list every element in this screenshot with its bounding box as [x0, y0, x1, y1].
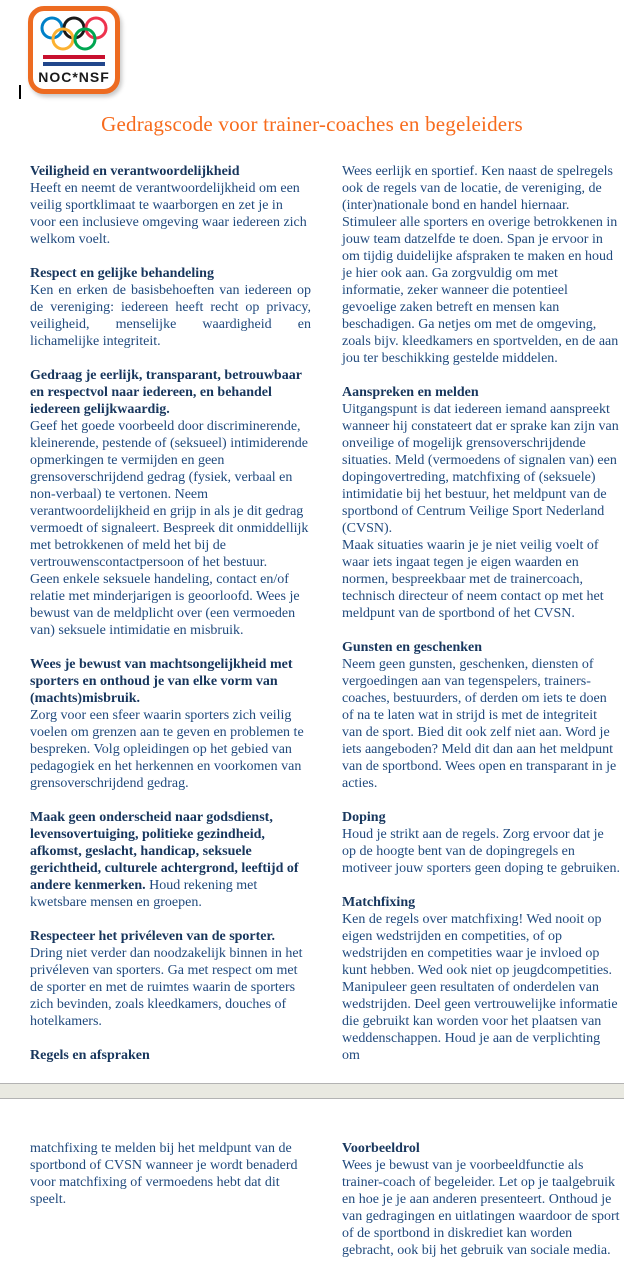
section-heading: Respect en gelijke behandeling — [30, 266, 214, 281]
logo-wordmark: NOC*NSF — [38, 69, 110, 85]
section-paragraph — [30, 809, 311, 911]
two-column-body-page2 — [30, 1140, 620, 1259]
section-paragraph: Zorg voor een sfeer waarin sporters zich veilig voelen om grenzen aan te geven en problemen te bespreken. Volg opleidingen op het gebied van pedagogiek en het herkennen en voorkomen van grensoverschrijdend gedrag. — [30, 708, 304, 791]
left-column — [30, 163, 311, 1083]
section-paragraph: Houd je strikt aan de regels. Zorg ervoor dat je op de hoogte bent van de dopingregels en motiveer jouw sporters geen doping te gebruiken. — [342, 827, 620, 876]
section-heading: Regels en afspraken — [30, 1048, 150, 1063]
section-gedraag-je-eerlijk — [30, 367, 311, 639]
section-paragraph: Maak situaties waarin je je niet veilig voelt of waar iets ingaat tegen je eigen waarden en normen, bespreekbaar met de trainercoach, technisch directeur of neem contact op met het meldpunt van de sportbond of het CVSN. — [342, 538, 604, 621]
section-paragraph: Neem geen gunsten, geschenken, diensten of vergoedingen aan van tegenspelers, trainers-coaches, bestuurders, of derden om iets te doen of na te laten wat in strijd is met de integriteit van de sport. Bied dit ook zelf niet aan. Word je iets aangeboden? Meld dit dan aan het meldpunt van de sportbond. Wees open en transparant in je acties. — [342, 657, 617, 791]
flag-stripe-blue — [43, 62, 105, 66]
section-respect — [30, 265, 311, 350]
section-heading: Gedraag je eerlijk, transparant, betrouwbaar en respectvol naar iedereen, en behandel iedereen gelijkwaardig. — [30, 368, 302, 417]
right-column — [342, 163, 620, 1083]
two-column-body — [30, 163, 620, 1083]
section-paragraph: Ken de regels over matchfixing! Wed nooit op eigen wedstrijden en competities, of op wedstrijden en competities waar je invloed op kunt hebben. Wed ook niet op jeugdcompetities. Manipuleer geen resultaten of onderdelen van wedstrijden. Deel geen vertrouwelijke informatie die gebruikt kan worden voor het plaatsen van weddenschappen. Houd je aan de verplichting om — [342, 912, 618, 1063]
section-heading: Wees je bewust van machtsongelijkheid met sporters en onthoud je van elke vorm van (machts)misbruik. — [30, 657, 293, 706]
section-paragraph: Dring niet verder dan noodzakelijk binnen in het privéleven van sporters. Ga met respect om met de sporter en met de ruimtes waarin de sporters zich bevinden, zoals kleedkamers, douches of hotelkamers. — [30, 946, 303, 1029]
left-column-page2 — [30, 1140, 311, 1259]
section-geen-onderscheid — [30, 809, 311, 911]
section-paragraph: Heeft en neemt de verantwoordelijkheid om een veilig sportklimaat te waarborgen en zet je in voor een inclusieve omgeving waar iedereen zich welkom voelt. — [30, 181, 307, 247]
section-heading: Aanspreken en melden — [342, 385, 479, 400]
section-voorbeeldrol — [342, 1140, 620, 1259]
section-paragraph: Ken en erken de basisbehoeften van iedereen op de vereniging: iedereen heeft recht op privacy, veiligheid, menselijke waardigheid en lichamelijke integriteit. — [30, 283, 311, 349]
nocnsf-logo — [28, 6, 120, 94]
section-paragraph: Geef het goede voorbeeld door discriminerende, kleinerende, pestende of (seksueel) intimiderende opmerkingen te vermijden en geen grensoverschrijdend gedrag (fysiek, verbaal en non-verbaal) te vertonen. Neem verantwoordelijkheid en grijp in als je dit gedrag vermoedt of signaleert. Bespreek dit onmiddellijk met betrokkenen of meld het bij de vertrouwenscontactpersoon of het bestuur. — [30, 419, 309, 570]
paragraph-tail: Houd rekening met kwetsbare mensen en groepen. — [30, 878, 258, 910]
section-priveleven — [30, 928, 311, 1030]
section-machtsongelijkheid — [30, 656, 311, 792]
section-aanspreken-en-melden — [342, 384, 620, 622]
section-heading: Respecteer het privéleven van de sporter. — [30, 929, 275, 944]
dutch-flag-stripes-icon — [43, 55, 105, 66]
olympic-rings-icon — [39, 16, 109, 52]
page-break-band — [0, 1083, 624, 1099]
page-title: Gedragscode voor trainer-coaches en begeleiders — [101, 112, 523, 136]
section-paragraph: Uitgangspunt is dat iedereen iemand aanspreekt wanneer hij constateert dat er sprake kan zijn van onveilige of mogelijk grensoverschrijdende situaties. Meld (vermoedens of signalen van) een dopingovertreding, matchfixing of (seksuele) intimidatie bij het bestuur, het meldpunt van de sportbond of Centrum Veilige Sport Nederland (CVSN). — [342, 402, 619, 536]
section-heading: Gunsten en geschenken — [342, 640, 483, 655]
section-doping — [342, 809, 620, 877]
section-heading: Doping — [342, 810, 386, 825]
section-gunsten-en-geschenken — [342, 639, 620, 792]
section-veiligheid — [30, 163, 311, 248]
section-matchfixing-continued — [30, 1140, 311, 1208]
section-heading: Veiligheid en verantwoordelijkheid — [30, 164, 240, 179]
bold-lead: Maak geen onderscheid naar godsdienst, levensovertuiging, politieke gezindheid, afkomst, geslacht, handicap, seksuele gerichtheid, culturele achtergrond, leeftijd of andere kenmerken. — [30, 810, 299, 893]
section-regels-body — [342, 163, 620, 367]
section-paragraph: Geen enkele seksuele handeling, contact en/of relatie met minderjarigen is geoorloofd. Wees je bewust van de meldplicht over (een vermoeden van) seksuele intimidatie en misbruik. — [30, 572, 300, 638]
section-paragraph: matchfixing te melden bij het meldpunt van de sportbond of CVSN wanneer je wordt benaderd voor matchfixing of vermoedens hebt dat dit speelt. — [30, 1141, 298, 1207]
text-cursor — [19, 85, 21, 99]
right-column-page2 — [342, 1140, 620, 1259]
section-heading: Voorbeeldrol — [342, 1141, 420, 1156]
section-regels-en-afspraken — [30, 1047, 311, 1064]
section-matchfixing — [342, 894, 620, 1064]
section-paragraph: Wees je bewust van je voorbeeldfunctie als trainer-coach of begeleider. Let op je taalgebruik en hoe je je aan anderen presenteert. Onthoud je van gedragingen en uitlatingen waardoor de sport of de sportbond in diskrediet kan worden gebracht, ook bij het gebruik van sociale media. — [342, 1158, 620, 1258]
section-heading: Matchfixing — [342, 895, 416, 910]
section-paragraph: Wees eerlijk en sportief. Ken naast de spelregels ook de regels van de locatie, de vereniging, de (inter)nationale bond en handel hiernaar. Stimuleer alle sporters en overige betrokkenen in jouw team datzelfde te doen. Span je ervoor in om tijdig duidelijke afspraken te maken en houd je hier ook aan. Ga zorgvuldig om met informatie, zeker wanneer die potentieel gevoelige zaken betreft en mensen kan beschadigen. Ga netjes om met de omgeving, zoals bijv. kleedkamers en sportvelden, en de aan jou ter beschikking gestelde middelen. — [342, 164, 619, 366]
